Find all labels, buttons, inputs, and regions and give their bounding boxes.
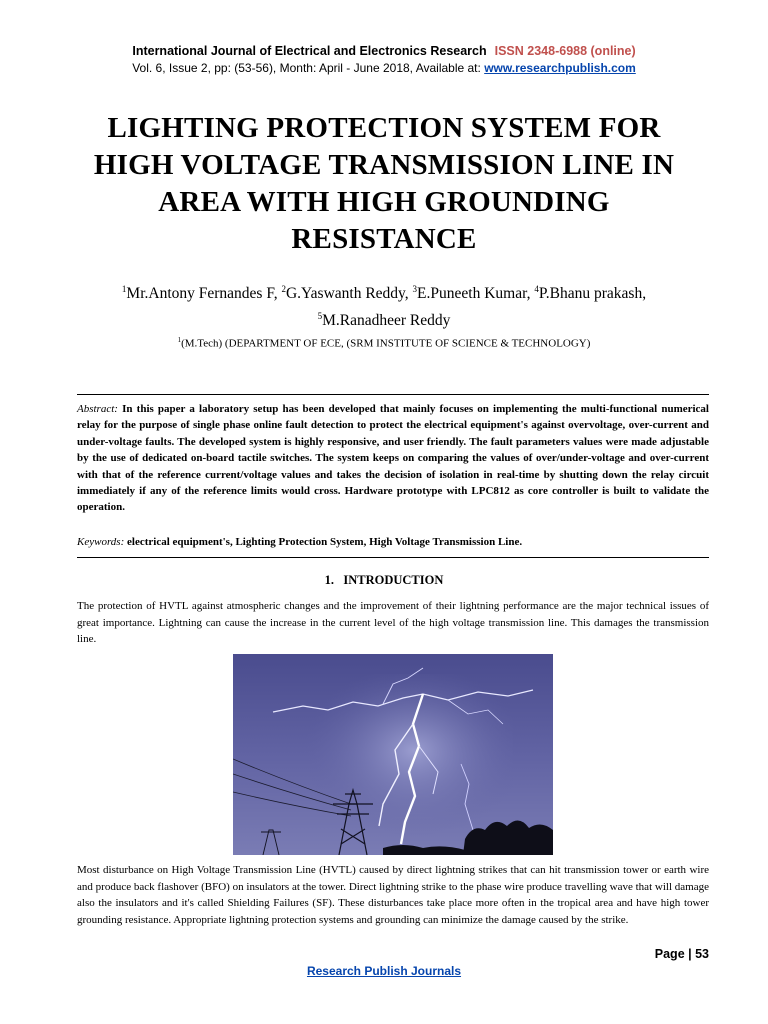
title-line: LIGHTING PROTECTION SYSTEM FOR	[107, 112, 661, 144]
abstract-text: In this paper a laboratory setup has been developed that mainly focuses on implementing the multi-functional numerical relay for the purpose of single phase online fault detection to protect the electrical equipment's against overvoltage, over-current and under-voltage faults. The developed system is highly responsive, and user friendly. The fault parameters values were made adjustable by the use of dedicated on-board tactile switches. The system keeps on comparing the values of over/under-voltage and over-current with that of the reference current/voltage values and takes the decision of isolation in real-time by shutting down the relay circuit immediately if any of the reference limits would cross. Hardware prototype with LPC812 as core controller is built to validate the operation.	[77, 403, 709, 514]
volume-line	[0, 61, 768, 75]
title-line: HIGH VOLTAGE TRANSMISSION LINE IN	[93, 149, 675, 181]
footer-link[interactable]: Research Publish Journals	[306, 964, 462, 978]
abstract	[77, 401, 709, 516]
page-number: Page | 53	[654, 947, 709, 961]
author-sup: 4	[534, 284, 539, 294]
journal-header	[0, 44, 768, 58]
author-name: P.Bhanu prakash,	[538, 285, 647, 303]
author-name: G.Yaswanth Reddy,	[285, 285, 409, 303]
abstract-label: Abstract:	[77, 403, 118, 415]
journal-name: International Journal of Electrical and Electronics Research	[132, 44, 487, 58]
intro-paragraph: The protection of HVTL against atmospheric changes and the improvement of their lightning performance are the major technical issues of great importance. Lightning can cause the increase in the current level of the high voltage transmission line. This damages the transmission line.	[77, 600, 709, 645]
affiliation-text: (M.Tech) (DEPARTMENT OF ECE, (SRM INSTITUTE OF SCIENCE & TECHNOLOGY)	[181, 337, 591, 350]
volume-text: Vol. 6, Issue 2, pp: (53-56), Month: April - June 2018, Available at:	[132, 61, 481, 75]
abstract-bottom-rule	[77, 557, 709, 558]
keywords-text: electrical equipment's, Lighting Protection System, High Voltage Transmission Line.	[127, 536, 523, 548]
author-sup: 1	[121, 284, 127, 294]
author-sup: 2	[281, 284, 286, 294]
journal-url-link[interactable]: www.researchpublish.com	[484, 61, 636, 75]
lightning-photo	[233, 654, 553, 855]
abstract-top-rule	[77, 394, 709, 395]
affiliation	[60, 336, 708, 350]
title-line: RESISTANCE	[291, 223, 477, 255]
author-name: M.Ranadheer Reddy	[322, 312, 451, 330]
author-name: E.Puneeth Kumar,	[417, 285, 531, 303]
section-number: 1.	[324, 573, 334, 587]
body-paragraph: Most disturbance on High Voltage Transmission Line (HVTL) caused by direct lightning strikes that can hit transmission tower or earth wire and produce back flashover (BFO) on insulators at the tower. Direct lightning strike to the phase wire produce travelling wave that will damage also the insulators and it's called Shielding Failures (SF). These disturbances take place more often in the tropical area and have high tower grounding resistance. Appropriate lightning protection systems and grounding can minimize the damage caused by the strike.	[77, 864, 709, 926]
author-name: Mr.Antony Fernandes F,	[126, 285, 278, 303]
keywords-label: Keywords:	[77, 536, 125, 548]
title-line: AREA WITH HIGH GROUNDING	[158, 186, 610, 218]
lightning-glow	[293, 674, 513, 844]
footer	[0, 964, 768, 978]
author-list	[60, 278, 708, 332]
paper-title	[60, 110, 708, 258]
section-title: INTRODUCTION	[343, 573, 444, 587]
section-heading	[0, 573, 768, 588]
author-sup: 3	[412, 284, 418, 294]
keywords	[77, 536, 709, 548]
affiliation-sup: 1	[177, 336, 182, 344]
issn-label: ISSN 2348-6988 (online)	[494, 44, 636, 58]
author-sup: 5	[317, 311, 323, 322]
